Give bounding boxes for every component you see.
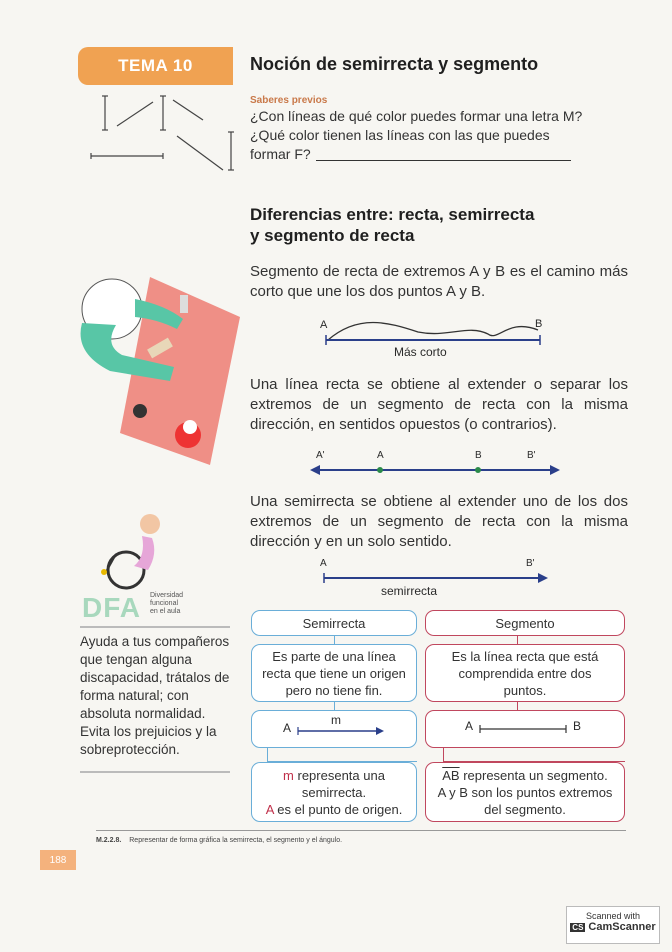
note-semirrecta: m representa una semirrecta. A es el punto de origen. [251, 762, 417, 822]
definition-segmento: Es la línea recta que está comprendida entre dos puntos. [425, 644, 625, 702]
fig1-label-a: A [320, 319, 328, 331]
example-segment [478, 722, 570, 736]
fig3-caption: semirrecta [381, 584, 438, 598]
example-ray-m: m [331, 713, 341, 727]
fig1-caption: Más corto [394, 345, 447, 359]
page-number: 188 [40, 850, 76, 870]
fig1-label-b: B [535, 318, 543, 330]
dfa-subtitle: Diversidad funcional en el aula [150, 592, 184, 615]
fig2-label-a1: A' [316, 450, 325, 461]
paragraph-recta: Una línea recta se obtiene al extender o separar los extremos de un segmento de recta con la misma dirección, en sentidos opuestos (o contrarios). [250, 376, 628, 433]
fig2-label-a: A [377, 450, 384, 461]
example-seg-b: B [573, 719, 582, 733]
saberes-label: Saberes previos [250, 95, 328, 106]
answer-line [316, 160, 571, 161]
fig3-label-b1: B' [526, 558, 535, 569]
fig2-label-b: B [475, 450, 482, 461]
example-seg-a: A [465, 719, 474, 733]
note-segmento: $\overline{AB}$ representa un segmento. A y B son los puntos extremos del segmento. [425, 762, 625, 822]
dfa-logo: DFA [82, 592, 141, 623]
paragraph-semirrecta: Una semirrecta se obtiene al extender uno de los dos extremos de un segmento de recta con la misma dirección y en un solo sentido. [250, 493, 628, 550]
header-segmento: Segmento [425, 610, 625, 636]
student-drawing-illustration [40, 265, 240, 465]
line-figure [310, 458, 560, 482]
fig3-label-a: A [320, 558, 327, 569]
footer-objective: M.2.2.8. Representar de forma gráfica la semirrecta, el segmento y el ángulo. [96, 837, 343, 844]
question-2a: ¿Qué color tienen las líneas con las que puedes [250, 127, 550, 143]
dfa-advice: Ayuda a tus compañeros que tengan alguna discapacidad, trátalos de forma natural; con absoluta normalidad. Evita los prejuicios y la sobreprotección. [80, 634, 230, 757]
example-ray-a: A [283, 721, 292, 735]
camscanner-logo: CS CamScanner [572, 921, 656, 933]
fig2-label-b1: B' [527, 450, 536, 461]
lines-illustration [85, 88, 245, 178]
question-2b: formar F? [250, 146, 311, 162]
tema-badge: TEMA 10 [78, 47, 233, 85]
section-title: Diferencias entre: recta, semirrecta y segmento de recta [250, 205, 535, 245]
paragraph-segment: Segmento de recta de extremos A y B es el camino más corto que une los dos puntos A y B. [250, 263, 628, 300]
wheelchair-illustration [98, 512, 170, 592]
header-semirrecta: Semirrecta [251, 610, 417, 636]
camscanner-watermark: Scanned with CS CamScanner [566, 906, 660, 944]
page-title: Noción de semirrecta y segmento [250, 54, 539, 74]
definition-semirrecta: Es parte de una línea recta que tiene un origen pero no tiene fin. [251, 644, 417, 702]
question-1: ¿Con líneas de qué color puedes formar una letra M? [250, 108, 583, 124]
